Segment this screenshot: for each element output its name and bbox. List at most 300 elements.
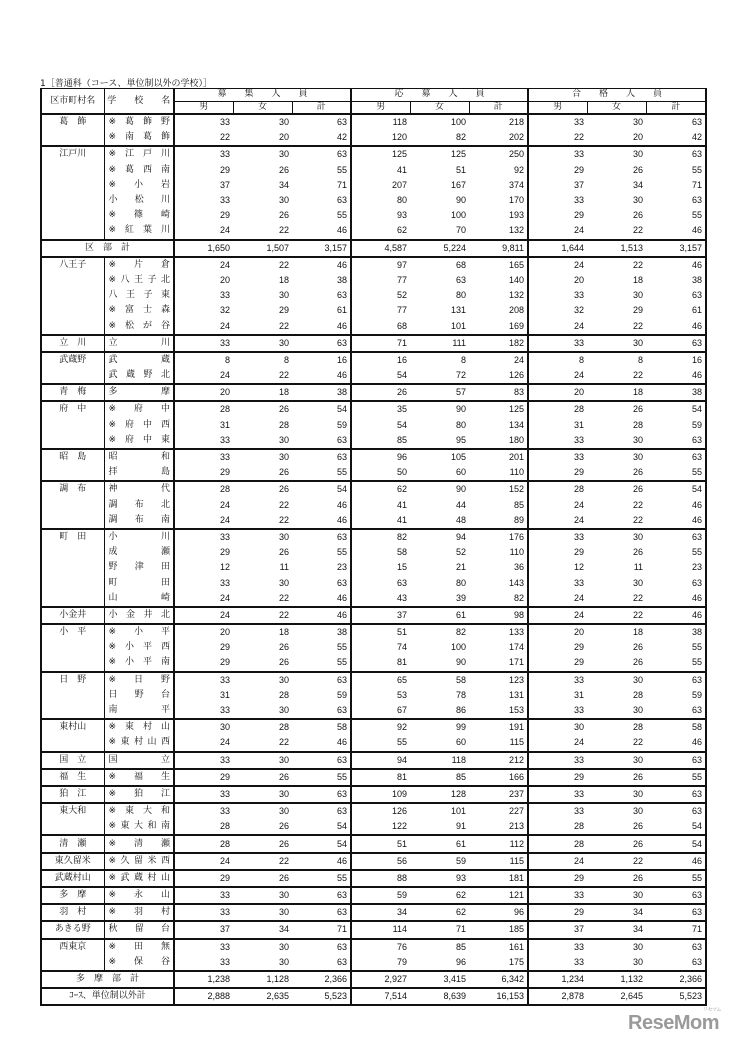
- recruit-male-cell: 33: [174, 786, 233, 803]
- recruit-female-cell: 26: [278, 657, 289, 668]
- accept-male-cell: 37: [574, 179, 585, 190]
- accept-total-cell: 63: [646, 146, 706, 162]
- district-name: [41, 735, 104, 751]
- apply-male-cell: 52: [397, 290, 408, 301]
- apply-female-cell: 82: [456, 132, 467, 143]
- recruit-female-cell: 30: [233, 335, 292, 352]
- table-row: [41, 752, 706, 769]
- accept-female-cell: 34: [587, 921, 646, 938]
- apply-total-cell: 171: [469, 655, 528, 671]
- recruit-male-cell: 33: [219, 956, 230, 967]
- table-row: [41, 352, 706, 368]
- recruit-male-cell: 33: [174, 672, 233, 688]
- apply-female-cell: 61: [410, 835, 469, 852]
- header-applicants: 応 募 人 員: [351, 89, 528, 102]
- recruit-total-cell: 46: [292, 257, 351, 273]
- district-name: 葛 飾: [41, 114, 104, 130]
- recruit-male-cell: 24: [219, 320, 230, 331]
- recruit-total-cell: 63: [292, 335, 351, 352]
- admission-results-table: [40, 88, 707, 1006]
- district-name: 清 瀬: [41, 835, 104, 852]
- recruit-total-cell: 63: [292, 114, 351, 130]
- accept-male-cell: 24: [574, 370, 585, 381]
- school-name: ※ 松 が 谷: [104, 318, 174, 334]
- accept-male-cell: 33: [528, 114, 587, 130]
- apply-total-cell: 237: [469, 786, 528, 803]
- school-name: ※ 永 山: [104, 887, 174, 904]
- accept-male-cell: 31: [574, 419, 585, 430]
- apply-female-cell: 60: [456, 737, 467, 748]
- apply-male-cell: 94: [351, 752, 410, 769]
- apply-total-cell: 89: [469, 513, 528, 529]
- table-row: [41, 178, 706, 193]
- apply-female-cell: 72: [456, 370, 467, 381]
- recruit-total-cell: 71: [292, 178, 351, 193]
- accept-male-cell: 28: [528, 835, 587, 852]
- recruit-female-cell: 22: [278, 737, 289, 748]
- apply-total-cell: 176: [469, 529, 528, 545]
- apply-total-cell: 165: [469, 257, 528, 273]
- accept-female-cell: 28: [633, 689, 644, 700]
- recruit-female-cell: 22: [278, 499, 289, 510]
- district-name: [41, 433, 104, 449]
- accept-female-cell: 26: [587, 769, 646, 786]
- apply-total-cell: 6,342: [469, 971, 528, 988]
- accept-total-cell: 46: [646, 513, 706, 529]
- recruit-total-cell: 46: [292, 735, 351, 751]
- school-name: ※ 小 岩: [104, 178, 174, 193]
- district-name: [41, 545, 104, 560]
- recruit-total-cell: 38: [292, 624, 351, 640]
- school-name: ※ 府 中: [104, 401, 174, 417]
- accept-total-cell: 46: [646, 591, 706, 607]
- apply-total-cell: 133: [469, 624, 528, 640]
- recruit-male-cell: 24: [219, 514, 230, 525]
- accept-male-cell: 33: [574, 577, 585, 588]
- recruit-male-cell: 31: [219, 689, 230, 700]
- accept-male-cell: 28: [528, 481, 587, 497]
- table-row: [41, 130, 706, 146]
- accept-female-cell: 22: [633, 737, 644, 748]
- accept-male-cell: 24: [574, 499, 585, 510]
- accept-female-cell: 30: [587, 449, 646, 465]
- accept-total-cell: 38: [646, 384, 706, 401]
- district-name: [41, 288, 104, 303]
- recruit-female-cell: 30: [233, 939, 292, 955]
- table-row: [41, 257, 706, 273]
- accept-male-cell: 30: [528, 719, 587, 735]
- recruit-total-cell: 38: [292, 273, 351, 288]
- accept-male-cell: 33: [574, 956, 585, 967]
- accept-male-cell: 29: [528, 769, 587, 786]
- subtotal-row: [41, 988, 706, 1005]
- district-name: [41, 223, 104, 239]
- apply-male-cell: 97: [351, 257, 410, 273]
- apply-female-cell: 91: [456, 821, 467, 832]
- accept-total-cell: 59: [646, 688, 706, 703]
- table-row: [41, 114, 706, 130]
- recruit-female-cell: 30: [278, 956, 289, 967]
- recruit-total-cell: 3,157: [292, 240, 351, 257]
- header-female: 女: [587, 101, 646, 114]
- apply-female-cell: 105: [410, 449, 469, 465]
- table-row: [41, 719, 706, 735]
- accept-female-cell: 28: [633, 419, 644, 430]
- accept-total-cell: 38: [646, 273, 706, 288]
- school-name: ※ 府 中 東: [104, 433, 174, 449]
- recruit-female-cell: 8: [233, 352, 292, 368]
- apply-total-cell: 174: [469, 640, 528, 655]
- accept-male-cell: 33: [574, 434, 585, 445]
- recruit-male-cell: 24: [174, 607, 233, 624]
- apply-female-cell: 70: [456, 225, 467, 236]
- accept-total-cell: 46: [646, 498, 706, 513]
- accept-male-cell: 33: [528, 146, 587, 162]
- apply-total-cell: 121: [469, 887, 528, 904]
- header-recruitment: 募 集 人 員: [174, 89, 351, 102]
- accept-total-cell: 61: [646, 303, 706, 318]
- apply-male-cell: 126: [351, 803, 410, 819]
- recruit-female-cell: 30: [233, 904, 292, 921]
- accept-male-cell: 29: [528, 904, 587, 921]
- recruit-male-cell: 33: [174, 529, 233, 545]
- accept-female-cell: 22: [633, 499, 644, 510]
- recruit-total-cell: 54: [292, 835, 351, 852]
- district-name: [41, 208, 104, 223]
- recruit-male-cell: 33: [174, 803, 233, 819]
- recruit-female-cell: 22: [278, 370, 289, 381]
- table-row: [41, 449, 706, 465]
- apply-male-cell: 120: [391, 132, 408, 143]
- district-name: 青 梅: [41, 384, 104, 401]
- apply-male-cell: 53: [397, 689, 408, 700]
- apply-female-cell: 100: [410, 114, 469, 130]
- school-name: 武 蔵 野 北: [104, 368, 174, 384]
- apply-total-cell: 175: [469, 955, 528, 971]
- apply-total-cell: 182: [469, 335, 528, 352]
- accept-total-cell: 63: [646, 449, 706, 465]
- district-name: 府 中: [41, 401, 104, 417]
- school-name: 調 布 南: [104, 513, 174, 529]
- accept-female-cell: 11: [633, 562, 644, 573]
- apply-female-cell: 71: [410, 921, 469, 938]
- header-female: 女: [410, 101, 469, 114]
- table-row: [41, 418, 706, 433]
- accept-male-cell: 29: [574, 210, 585, 221]
- apply-male-cell: 16: [351, 352, 410, 368]
- district-name: 東大和: [41, 803, 104, 819]
- apply-male-cell: 85: [397, 434, 408, 445]
- recruit-total-cell: 55: [292, 208, 351, 223]
- recruit-male-cell: 33: [174, 146, 233, 162]
- district-name: [41, 465, 104, 481]
- table-row: [41, 273, 706, 288]
- accept-total-cell: 46: [646, 257, 706, 273]
- school-name: ※ 八 王 子 北: [104, 273, 174, 288]
- accept-total-cell: 63: [646, 752, 706, 769]
- recruit-male-cell: 1,238: [174, 971, 233, 988]
- table-row: [41, 303, 706, 318]
- recruit-male-cell: 24: [219, 499, 230, 510]
- district-name: [41, 640, 104, 655]
- apply-total-cell: 227: [469, 803, 528, 819]
- recruit-male-cell: 28: [174, 835, 233, 852]
- accept-female-cell: 30: [587, 752, 646, 769]
- apply-total-cell: 83: [469, 384, 528, 401]
- apply-female-cell: 82: [410, 624, 469, 640]
- accept-female-cell: 28: [587, 719, 646, 735]
- recruit-total-cell: 38: [292, 384, 351, 401]
- accept-female-cell: 22: [633, 592, 644, 603]
- school-name: 拝 島: [104, 465, 174, 481]
- apply-male-cell: 74: [397, 642, 408, 653]
- recruit-male-cell: 28: [219, 821, 230, 832]
- recruit-male-cell: 30: [174, 719, 233, 735]
- recruit-male-cell: 28: [174, 401, 233, 417]
- apply-female-cell: 57: [410, 384, 469, 401]
- apply-total-cell: 208: [469, 303, 528, 318]
- recruit-male-cell: 22: [219, 132, 230, 143]
- table-row: [41, 803, 706, 819]
- recruit-male-cell: 33: [174, 114, 233, 130]
- apply-total-cell: 201: [469, 449, 528, 465]
- subtotal-row: [41, 240, 706, 257]
- school-name: ※ 葛 飾 野: [104, 114, 174, 130]
- school-name: 南 平: [104, 703, 174, 719]
- accept-male-cell: 29: [528, 870, 587, 887]
- district-name: 狛 江: [41, 786, 104, 803]
- apply-female-cell: 85: [410, 769, 469, 786]
- apply-female-cell: 131: [450, 305, 467, 316]
- subtotal-row: [41, 971, 706, 988]
- accept-male-cell: 29: [574, 467, 585, 478]
- recruit-female-cell: 1,128: [233, 971, 292, 988]
- accept-male-cell: 22: [574, 132, 585, 143]
- recruit-total-cell: 59: [292, 688, 351, 703]
- accept-total-cell: 46: [646, 368, 706, 384]
- recruit-female-cell: 26: [233, 835, 292, 852]
- accept-male-cell: 33: [528, 803, 587, 819]
- accept-female-cell: 30: [587, 803, 646, 819]
- recruit-total-cell: 54: [292, 481, 351, 497]
- accept-female-cell: 22: [587, 257, 646, 273]
- accept-male-cell: 24: [574, 320, 585, 331]
- accept-male-cell: 33: [574, 195, 585, 206]
- accept-male-cell: 29: [574, 657, 585, 668]
- recruit-total-cell: 63: [292, 803, 351, 819]
- apply-male-cell: 68: [397, 320, 408, 331]
- apply-female-cell: 21: [456, 562, 467, 573]
- apply-male-cell: 82: [351, 529, 410, 545]
- recruit-female-cell: 30: [233, 672, 292, 688]
- apply-male-cell: 63: [397, 577, 408, 588]
- accept-female-cell: 26: [587, 481, 646, 497]
- accept-total-cell: 63: [646, 529, 706, 545]
- recruit-total-cell: 55: [292, 545, 351, 560]
- accept-male-cell: 33: [528, 335, 587, 352]
- table-row: [41, 904, 706, 921]
- recruit-male-cell: 33: [174, 449, 233, 465]
- accept-total-cell: 54: [646, 819, 706, 835]
- accept-female-cell: 30: [587, 114, 646, 130]
- table-row: [41, 955, 706, 971]
- recruit-total-cell: 63: [292, 433, 351, 449]
- apply-male-cell: 51: [351, 835, 410, 852]
- accept-female-cell: 30: [587, 672, 646, 688]
- header-male: 男: [351, 101, 410, 114]
- table-row: [41, 640, 706, 655]
- recruit-female-cell: 26: [278, 547, 289, 558]
- apply-total-cell: 110: [469, 545, 528, 560]
- school-name: 町 田: [104, 575, 174, 590]
- recruit-total-cell: 46: [292, 591, 351, 607]
- apply-total-cell: 9,811: [469, 240, 528, 257]
- apply-female-cell: 58: [410, 672, 469, 688]
- apply-total-cell: 140: [469, 273, 528, 288]
- school-name: ※ 羽 村: [104, 904, 174, 921]
- school-name: ※ 東 村 山 西: [104, 735, 174, 751]
- recruit-male-cell: 12: [219, 562, 230, 573]
- school-name: 国 立: [104, 752, 174, 769]
- recruit-total-cell: 71: [292, 921, 351, 938]
- recruit-male-cell: 32: [219, 305, 230, 316]
- apply-male-cell: 93: [397, 210, 408, 221]
- accept-male-cell: 29: [574, 642, 585, 653]
- apply-female-cell: 59: [410, 853, 469, 870]
- recruit-total-cell: 59: [292, 418, 351, 433]
- accept-total-cell: 63: [646, 193, 706, 208]
- apply-female-cell: 39: [456, 592, 467, 603]
- accept-female-cell: 26: [587, 835, 646, 852]
- accept-total-cell: 63: [646, 288, 706, 303]
- accept-female-cell: 30: [587, 146, 646, 162]
- apply-female-cell: 3,415: [410, 971, 469, 988]
- apply-female-cell: 100: [450, 642, 467, 653]
- table-row: [41, 575, 706, 590]
- accept-total-cell: 16: [646, 352, 706, 368]
- table-row: [41, 223, 706, 239]
- district-name: 八王子: [41, 257, 104, 273]
- recruit-male-cell: 20: [219, 274, 230, 285]
- apply-total-cell: 153: [469, 703, 528, 719]
- apply-male-cell: 88: [351, 870, 410, 887]
- accept-male-cell: 2,878: [528, 988, 587, 1005]
- recruit-male-cell: 33: [174, 887, 233, 904]
- accept-male-cell: 24: [528, 853, 587, 870]
- recruit-female-cell: 30: [233, 449, 292, 465]
- header-male: 男: [528, 101, 587, 114]
- table-row: [41, 560, 706, 575]
- apply-female-cell: 60: [456, 467, 467, 478]
- accept-total-cell: 71: [646, 178, 706, 193]
- apply-male-cell: 50: [397, 467, 408, 478]
- apply-male-cell: 122: [391, 821, 408, 832]
- accept-female-cell: 30: [587, 335, 646, 352]
- accept-total-cell: 54: [646, 481, 706, 497]
- apply-female-cell: 90: [410, 481, 469, 497]
- district-name: [41, 130, 104, 146]
- apply-male-cell: 67: [397, 705, 408, 716]
- recruit-male-cell: 33: [174, 335, 233, 352]
- accept-total-cell: 55: [646, 208, 706, 223]
- table-row: [41, 887, 706, 904]
- school-name: ※ 篠 崎: [104, 208, 174, 223]
- table-caption: 1［普通科（コース、単位制以外の学校）］: [40, 79, 213, 89]
- apply-female-cell: 78: [456, 689, 467, 700]
- district-name: 西東京: [41, 939, 104, 955]
- district-name: [41, 655, 104, 671]
- district-name: 江戸川: [41, 146, 104, 162]
- apply-female-cell: 101: [450, 320, 467, 331]
- apply-female-cell: 8: [410, 352, 469, 368]
- apply-total-cell: 132: [469, 288, 528, 303]
- apply-male-cell: 26: [351, 384, 410, 401]
- recruit-female-cell: 30: [278, 705, 289, 716]
- district-name: 町 田: [41, 529, 104, 545]
- recruit-total-cell: 61: [292, 303, 351, 318]
- accept-male-cell: 24: [528, 257, 587, 273]
- accept-total-cell: 46: [646, 735, 706, 751]
- apply-total-cell: 16,153: [469, 988, 528, 1005]
- table-row: [41, 735, 706, 751]
- apply-total-cell: 169: [469, 318, 528, 334]
- table-row: [41, 769, 706, 786]
- recruit-female-cell: 22: [278, 592, 289, 603]
- district-name: [41, 368, 104, 384]
- district-name: 小 平: [41, 624, 104, 640]
- accept-male-cell: 20: [528, 624, 587, 640]
- apply-female-cell: 96: [456, 956, 467, 967]
- school-name: 秋 留 台: [104, 921, 174, 938]
- apply-total-cell: 123: [469, 672, 528, 688]
- school-name: 立 川: [104, 335, 174, 352]
- accept-female-cell: 18: [587, 624, 646, 640]
- district-name: [41, 163, 104, 178]
- apply-female-cell: 44: [456, 499, 467, 510]
- recruit-female-cell: 34: [278, 179, 289, 190]
- apply-male-cell: 37: [351, 607, 410, 624]
- recruit-total-cell: 63: [292, 955, 351, 971]
- apply-male-cell: 118: [351, 114, 410, 130]
- subtotal-label: ｺｰｽ、単位制以外計: [41, 988, 174, 1005]
- recruit-female-cell: 26: [278, 164, 289, 175]
- table-row: [41, 529, 706, 545]
- district-name: [41, 498, 104, 513]
- school-name: ※ 田 無: [104, 939, 174, 955]
- apply-female-cell: 111: [410, 335, 469, 352]
- apply-male-cell: 92: [351, 719, 410, 735]
- apply-total-cell: 143: [469, 575, 528, 590]
- accept-total-cell: 63: [646, 803, 706, 819]
- recruit-female-cell: 26: [233, 769, 292, 786]
- recruit-female-cell: 18: [233, 384, 292, 401]
- recruit-male-cell: 24: [219, 592, 230, 603]
- table-row: [41, 819, 706, 835]
- table-row: [41, 835, 706, 852]
- recruit-male-cell: 29: [219, 164, 230, 175]
- accept-female-cell: 30: [633, 577, 644, 588]
- accept-total-cell: 54: [646, 835, 706, 852]
- accept-female-cell: 29: [633, 305, 644, 316]
- accept-male-cell: 29: [574, 164, 585, 175]
- apply-female-cell: 90: [456, 657, 467, 668]
- school-name: 野 津 田: [104, 560, 174, 575]
- school-name: 日 野 台: [104, 688, 174, 703]
- apply-female-cell: 100: [450, 210, 467, 221]
- recruit-total-cell: 42: [292, 130, 351, 146]
- school-name: 成 瀬: [104, 545, 174, 560]
- apply-female-cell: 62: [410, 887, 469, 904]
